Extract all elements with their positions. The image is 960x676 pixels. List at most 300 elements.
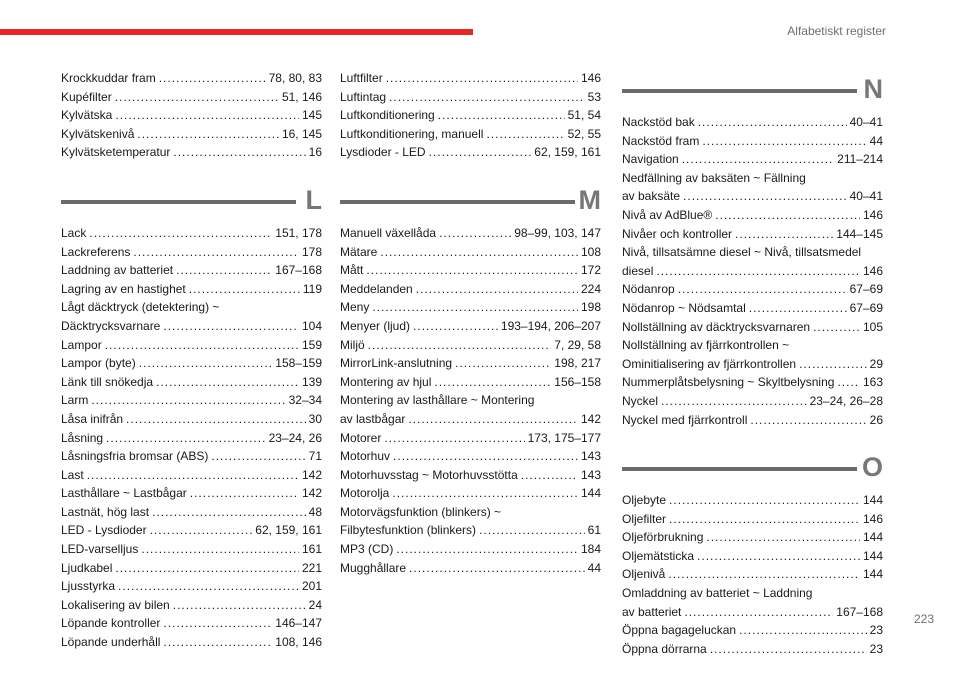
dot-leader bbox=[159, 69, 266, 88]
index-entry bbox=[340, 125, 601, 144]
dot-leader bbox=[118, 577, 299, 596]
dot-leader bbox=[678, 280, 847, 299]
index-term: Kylvätskenivå bbox=[61, 126, 135, 141]
index-entry bbox=[340, 429, 601, 448]
page-reference: 7, 29, 58 bbox=[554, 337, 601, 352]
section-divider bbox=[61, 200, 296, 204]
index-entry bbox=[622, 280, 883, 299]
letter-heading bbox=[622, 447, 883, 491]
dot-leader bbox=[133, 243, 299, 262]
dot-leader bbox=[656, 262, 860, 281]
index-term: Låsningsfria bromsar (ABS) bbox=[61, 449, 209, 464]
index-entry bbox=[340, 336, 601, 355]
dot-leader bbox=[521, 466, 578, 485]
index-entry bbox=[61, 577, 322, 596]
index-entry bbox=[340, 521, 601, 540]
index-entry bbox=[61, 224, 322, 243]
index-entry bbox=[622, 132, 883, 151]
dot-leader bbox=[173, 596, 306, 615]
page-reference: 142 bbox=[301, 467, 322, 482]
page-reference: 29 bbox=[869, 356, 883, 371]
index-term: Lampor (byte) bbox=[61, 356, 136, 371]
page-reference: 178 bbox=[301, 244, 322, 259]
index-term: Lysdioder - LED bbox=[340, 145, 426, 160]
dot-leader bbox=[105, 336, 299, 355]
index-term: Lastnät, hög last bbox=[61, 504, 150, 519]
index-term: Kylvätsketemperatur bbox=[61, 145, 171, 160]
dot-leader bbox=[176, 261, 272, 280]
dot-leader bbox=[392, 484, 578, 503]
index-entry bbox=[340, 466, 601, 485]
index-entry bbox=[340, 540, 601, 559]
index-entry bbox=[340, 106, 601, 125]
index-entry bbox=[622, 373, 883, 392]
dot-leader bbox=[372, 298, 578, 317]
page-reference: 23–24, 26 bbox=[268, 430, 322, 445]
dot-leader bbox=[115, 559, 299, 578]
page-reference: 146 bbox=[862, 207, 883, 222]
index-term: Ljudkabel bbox=[61, 560, 113, 575]
dot-leader bbox=[669, 510, 860, 529]
index-entry bbox=[622, 510, 883, 529]
index-term: Larm bbox=[61, 393, 89, 408]
dot-leader bbox=[211, 447, 305, 466]
page-reference: 32–34 bbox=[288, 393, 322, 408]
page-reference: 146 bbox=[862, 511, 883, 526]
index-term: Krockkuddar fram bbox=[61, 71, 156, 85]
dot-leader bbox=[163, 317, 299, 336]
section-divider bbox=[340, 200, 575, 204]
index-term: Mätare bbox=[340, 244, 378, 259]
index-term: Däcktrycksvarnare bbox=[61, 318, 161, 333]
index-entry bbox=[61, 521, 322, 540]
section-letter: O bbox=[861, 452, 883, 483]
page-reference: 51, 146 bbox=[281, 89, 322, 104]
index-entry bbox=[340, 373, 601, 392]
page-reference: 119 bbox=[302, 281, 322, 296]
index-entry bbox=[340, 224, 601, 243]
index-term: Nummerplåtsbelysning ~ Skyltbelysning bbox=[622, 375, 835, 390]
page-reference: 40–41 bbox=[849, 115, 883, 129]
dot-leader bbox=[668, 565, 860, 584]
index-term-continued: Motorvägsfunktion (blinkers) ~ bbox=[340, 504, 502, 519]
index-entry bbox=[61, 429, 322, 448]
index-term: Öppna bagageluckan bbox=[622, 623, 737, 638]
dot-leader bbox=[735, 225, 833, 244]
index-section bbox=[622, 69, 883, 429]
page-reference: 71 bbox=[308, 449, 322, 464]
index-entry bbox=[622, 225, 883, 244]
index-term: Manuell växellåda bbox=[340, 225, 437, 240]
section-letter: N bbox=[863, 74, 883, 104]
index-term: Ljusstyrka bbox=[61, 579, 116, 594]
index-entry bbox=[61, 125, 322, 144]
index-term-continued: Montering av lasthållare ~ Montering bbox=[340, 393, 535, 408]
page-reference: 146–147 bbox=[275, 616, 322, 631]
index-term: Lasthållare ~ Lastbågar bbox=[61, 486, 187, 501]
dot-leader bbox=[684, 603, 833, 622]
index-term: Oljemätsticka bbox=[622, 548, 695, 563]
dot-leader bbox=[150, 521, 253, 540]
dot-leader bbox=[173, 143, 305, 162]
index-entry bbox=[340, 261, 601, 280]
page-reference: 167–168 bbox=[275, 263, 322, 278]
page-reference: 224 bbox=[580, 281, 601, 296]
index-term: Navigation bbox=[622, 152, 679, 167]
page-reference: 139 bbox=[301, 374, 322, 389]
dot-leader bbox=[190, 484, 299, 503]
dot-leader bbox=[106, 429, 266, 448]
page-reference: 40–41 bbox=[849, 189, 883, 204]
page-reference: 145 bbox=[301, 108, 322, 123]
index-term: Låsning bbox=[61, 430, 104, 445]
page-reference: 156–158 bbox=[554, 374, 601, 389]
dot-leader bbox=[434, 373, 551, 392]
index-entry bbox=[61, 280, 322, 299]
index-term-continued: Lågt däcktryck (detektering) ~ bbox=[61, 300, 220, 315]
dot-leader bbox=[115, 88, 279, 107]
page-reference: 62, 159, 161 bbox=[534, 145, 601, 160]
index-term: Oljefilter bbox=[622, 511, 667, 526]
index-entry bbox=[622, 640, 883, 659]
dot-leader bbox=[682, 150, 834, 169]
index-term: Miljö bbox=[340, 337, 365, 352]
dot-leader bbox=[189, 280, 300, 299]
index-term: Kylvätska bbox=[61, 108, 113, 123]
index-entry bbox=[622, 299, 883, 318]
index-entry bbox=[622, 528, 883, 547]
dot-leader bbox=[384, 429, 524, 448]
dot-leader bbox=[486, 125, 564, 144]
index-entry bbox=[61, 410, 322, 429]
letter-heading bbox=[622, 69, 883, 113]
index-entry bbox=[61, 261, 322, 280]
dot-leader bbox=[702, 132, 866, 151]
index-entry bbox=[340, 69, 601, 88]
dot-leader bbox=[368, 336, 552, 355]
dot-leader bbox=[163, 633, 272, 652]
index-term: Nivå av AdBlue® bbox=[622, 207, 713, 222]
dot-leader bbox=[429, 143, 532, 162]
index-term: Laddning av batteriet bbox=[61, 263, 174, 278]
dot-leader bbox=[413, 317, 498, 336]
page-reference: 23–24, 26–28 bbox=[809, 393, 883, 408]
page-reference: 67–69 bbox=[849, 300, 883, 315]
page-reference: 105 bbox=[862, 319, 883, 334]
dot-leader bbox=[749, 299, 847, 318]
index-entry bbox=[61, 447, 322, 466]
page-reference: 142 bbox=[580, 411, 601, 426]
dot-leader bbox=[799, 355, 867, 374]
index-section bbox=[61, 69, 322, 162]
index-term: Lackreferens bbox=[61, 244, 131, 259]
page-reference: 172 bbox=[580, 263, 601, 278]
page-reference: 142 bbox=[301, 486, 322, 501]
index-entry bbox=[622, 262, 883, 281]
index-term: Luftfilter bbox=[340, 71, 383, 85]
page-reference: 201 bbox=[301, 579, 322, 594]
index-term: Luftkonditionering, manuell bbox=[340, 126, 484, 141]
page-reference: 211–214 bbox=[837, 152, 883, 167]
section-letter: L bbox=[305, 184, 322, 215]
index-term: Lokalisering av bilen bbox=[61, 597, 170, 612]
page-reference: 62, 159, 161 bbox=[255, 523, 322, 538]
index-entry bbox=[61, 354, 322, 373]
dot-leader bbox=[141, 540, 299, 559]
index-term: Nollställning av däcktrycksvarnaren bbox=[622, 319, 811, 334]
index-term: Motorolja bbox=[340, 486, 390, 501]
index-term: MirrorLink-anslutning bbox=[340, 356, 453, 371]
index-entry bbox=[340, 243, 601, 262]
index-entry bbox=[340, 559, 601, 578]
page-number: 223 bbox=[913, 612, 934, 626]
dot-leader bbox=[710, 640, 867, 659]
index-section bbox=[61, 180, 322, 652]
index-entry bbox=[61, 596, 322, 615]
index-entry bbox=[340, 143, 601, 162]
index-entry bbox=[340, 447, 601, 466]
index-entry bbox=[340, 88, 601, 107]
dot-leader bbox=[715, 206, 860, 225]
dot-leader bbox=[706, 528, 860, 547]
index-term: Nackstöd fram bbox=[622, 133, 700, 148]
page-reference: 26 bbox=[869, 412, 883, 427]
index-term: MP3 (CD) bbox=[340, 542, 394, 557]
index-term: Lampor bbox=[61, 337, 102, 352]
index-section bbox=[622, 447, 883, 658]
dot-leader bbox=[661, 392, 807, 411]
page-reference: 143 bbox=[580, 449, 601, 464]
index-term: Löpande underhåll bbox=[61, 635, 161, 650]
index-term-continued: Nedfällning av baksäten ~ Fällning bbox=[622, 170, 806, 185]
index-term-continued: Nivå, tillsatsämne diesel ~ Nivå, tillsatsmedel bbox=[622, 245, 862, 260]
dot-leader bbox=[115, 106, 299, 125]
page-reference: 167–168 bbox=[836, 604, 883, 619]
index-term: av baksäte bbox=[622, 189, 681, 204]
page-reference: 61 bbox=[587, 523, 601, 538]
page-reference: 16, 145 bbox=[281, 126, 322, 141]
index-entry bbox=[622, 621, 883, 640]
dot-leader bbox=[396, 540, 578, 559]
page-reference: 144–145 bbox=[836, 226, 883, 241]
dot-leader bbox=[408, 410, 578, 429]
dot-leader bbox=[87, 466, 299, 485]
dot-leader bbox=[750, 411, 866, 430]
page-reference: 144 bbox=[862, 493, 883, 508]
page-reference: 44 bbox=[587, 560, 601, 575]
header-accent-bar bbox=[0, 29, 473, 35]
index-entry bbox=[340, 354, 601, 373]
dot-leader bbox=[393, 447, 578, 466]
index-entry bbox=[340, 317, 601, 336]
index-term: Mugghållare bbox=[340, 560, 407, 575]
index-entry bbox=[622, 355, 883, 374]
page-reference: 23 bbox=[869, 623, 883, 638]
index-term: Oljenivå bbox=[622, 567, 666, 582]
dot-leader bbox=[697, 547, 860, 566]
index-term-continued: Nollställning av fjärrkontrollen ~ bbox=[622, 338, 790, 353]
section-letter: M bbox=[578, 184, 601, 215]
dot-leader bbox=[837, 373, 860, 392]
page-reference: 144 bbox=[862, 567, 883, 582]
index-term: Nivåer och kontroller bbox=[622, 226, 733, 241]
index-entry bbox=[61, 143, 322, 162]
index-entry bbox=[622, 318, 883, 337]
letter-heading bbox=[340, 180, 601, 224]
page-reference: 146 bbox=[580, 71, 601, 85]
dot-leader bbox=[126, 410, 306, 429]
index-term: Motorer bbox=[340, 430, 382, 445]
index-term: Lack bbox=[61, 225, 87, 240]
index-entry bbox=[61, 88, 322, 107]
index-term: Last bbox=[61, 467, 84, 482]
index-entry bbox=[340, 484, 601, 503]
page-reference: 198 bbox=[580, 300, 601, 315]
page-reference: 104 bbox=[301, 318, 322, 333]
dot-leader bbox=[386, 69, 578, 88]
index-term: Meddelanden bbox=[340, 281, 413, 296]
index-term: Montering av hjul bbox=[340, 374, 432, 389]
index-entry bbox=[340, 280, 601, 299]
dot-leader bbox=[455, 354, 551, 373]
dot-leader bbox=[89, 224, 272, 243]
dot-leader bbox=[813, 318, 860, 337]
index-term: Luftintag bbox=[340, 89, 387, 104]
page-reference: 146 bbox=[862, 263, 883, 278]
index-entry bbox=[340, 298, 601, 317]
dot-leader bbox=[137, 125, 279, 144]
section-divider bbox=[622, 467, 857, 471]
index-entry bbox=[622, 187, 883, 206]
index-entry bbox=[622, 392, 883, 411]
page-reference: 143 bbox=[580, 467, 601, 482]
page-reference: 163 bbox=[862, 375, 883, 390]
dot-leader bbox=[479, 521, 585, 540]
index-term: Oljebyte bbox=[622, 493, 667, 508]
page-reference: 221 bbox=[301, 560, 322, 575]
index-entry bbox=[61, 69, 322, 88]
dot-leader bbox=[438, 106, 565, 125]
index-term: Oljeförbrukning bbox=[622, 530, 704, 545]
index-entry bbox=[61, 540, 322, 559]
index-column-2 bbox=[340, 69, 601, 595]
page-reference: 144 bbox=[580, 486, 601, 501]
index-term: Löpande kontroller bbox=[61, 616, 161, 631]
dot-leader bbox=[139, 354, 273, 373]
page-reference: 30 bbox=[308, 411, 322, 426]
index-column-1 bbox=[61, 69, 322, 670]
index-term: Låsa inifrån bbox=[61, 411, 124, 426]
index-term: Lagring av en hastighet bbox=[61, 281, 186, 296]
page-reference: 108 bbox=[580, 244, 601, 259]
page-reference: 98–99, 103, 147 bbox=[514, 225, 601, 240]
dot-leader bbox=[409, 559, 585, 578]
index-entry bbox=[622, 547, 883, 566]
page-reference: 158–159 bbox=[275, 356, 322, 371]
index-term: diesel bbox=[622, 263, 654, 278]
index-term: Luftkonditionering bbox=[340, 108, 435, 123]
page-reference: 53 bbox=[587, 89, 601, 104]
page-reference: 67–69 bbox=[849, 282, 883, 297]
index-term: Länk till snökedja bbox=[61, 374, 154, 389]
page-reference: 161 bbox=[301, 542, 322, 557]
index-entry bbox=[61, 317, 322, 336]
dot-leader bbox=[683, 187, 847, 206]
page-reference: 193–194, 206–207 bbox=[500, 318, 601, 333]
index-entry bbox=[61, 614, 322, 633]
index-section bbox=[340, 180, 601, 577]
index-term: Öppna dörrarna bbox=[622, 641, 707, 656]
page-reference: 48 bbox=[308, 504, 322, 519]
letter-heading bbox=[61, 180, 322, 224]
index-entry bbox=[61, 466, 322, 485]
index-entry bbox=[61, 559, 322, 578]
index-term: LED - Lysdioder bbox=[61, 523, 147, 538]
page-reference: 184 bbox=[580, 542, 601, 557]
index-term: LED-varselljus bbox=[61, 542, 139, 557]
dot-leader bbox=[669, 491, 860, 510]
index-term: Motorhuvsstag ~ Motorhuvsstötta bbox=[340, 467, 518, 482]
index-term: Filbytesfunktion (blinkers) bbox=[340, 523, 477, 538]
index-entry bbox=[622, 411, 883, 430]
index-term: Nödanrop ~ Nödsamtal bbox=[622, 300, 746, 315]
index-entry bbox=[622, 150, 883, 169]
page-reference: 44 bbox=[869, 133, 883, 148]
dot-leader bbox=[156, 373, 299, 392]
dot-leader bbox=[389, 88, 585, 107]
index-term: Mått bbox=[340, 263, 364, 278]
index-entry bbox=[622, 565, 883, 584]
index-term: Nackstöd bak bbox=[622, 115, 695, 129]
index-entry bbox=[61, 391, 322, 410]
page-reference: 198, 217 bbox=[554, 356, 601, 371]
dot-leader bbox=[380, 243, 578, 262]
index-entry bbox=[61, 106, 322, 125]
index-entry bbox=[340, 410, 601, 429]
index-entry bbox=[61, 503, 322, 522]
index-entry bbox=[61, 633, 322, 652]
index-entry bbox=[622, 491, 883, 510]
dot-leader bbox=[416, 280, 578, 299]
page-header-title: Alfabetiskt register bbox=[787, 24, 886, 38]
index-entry bbox=[61, 484, 322, 503]
index-section bbox=[340, 69, 601, 162]
index-entry bbox=[61, 243, 322, 262]
page-reference: 23 bbox=[869, 641, 883, 656]
page-reference: 16 bbox=[308, 145, 322, 160]
page-reference: 24 bbox=[308, 597, 322, 612]
page-reference: 51, 54 bbox=[567, 108, 601, 123]
index-entry bbox=[61, 373, 322, 392]
index-term: av batteriet bbox=[622, 604, 682, 619]
dot-leader bbox=[439, 224, 511, 243]
index-term: Kupéfilter bbox=[61, 89, 112, 104]
page-reference: 108, 146 bbox=[275, 635, 322, 650]
dot-leader bbox=[739, 621, 867, 640]
index-term: Nyckel med fjärrkontroll bbox=[622, 412, 748, 427]
dot-leader bbox=[366, 261, 578, 280]
page-reference: 159 bbox=[301, 337, 322, 352]
dot-leader bbox=[152, 503, 306, 522]
index-column-3 bbox=[622, 69, 883, 676]
page-reference: 151, 178 bbox=[275, 225, 322, 240]
index-term: Nödanrop bbox=[622, 282, 675, 297]
index-term: Ominitialisering av fjärrkontrollen bbox=[622, 356, 797, 371]
index-entry bbox=[622, 603, 883, 622]
dot-leader bbox=[91, 391, 285, 410]
index-term: Nyckel bbox=[622, 393, 659, 408]
page-reference: 52, 55 bbox=[567, 126, 601, 141]
